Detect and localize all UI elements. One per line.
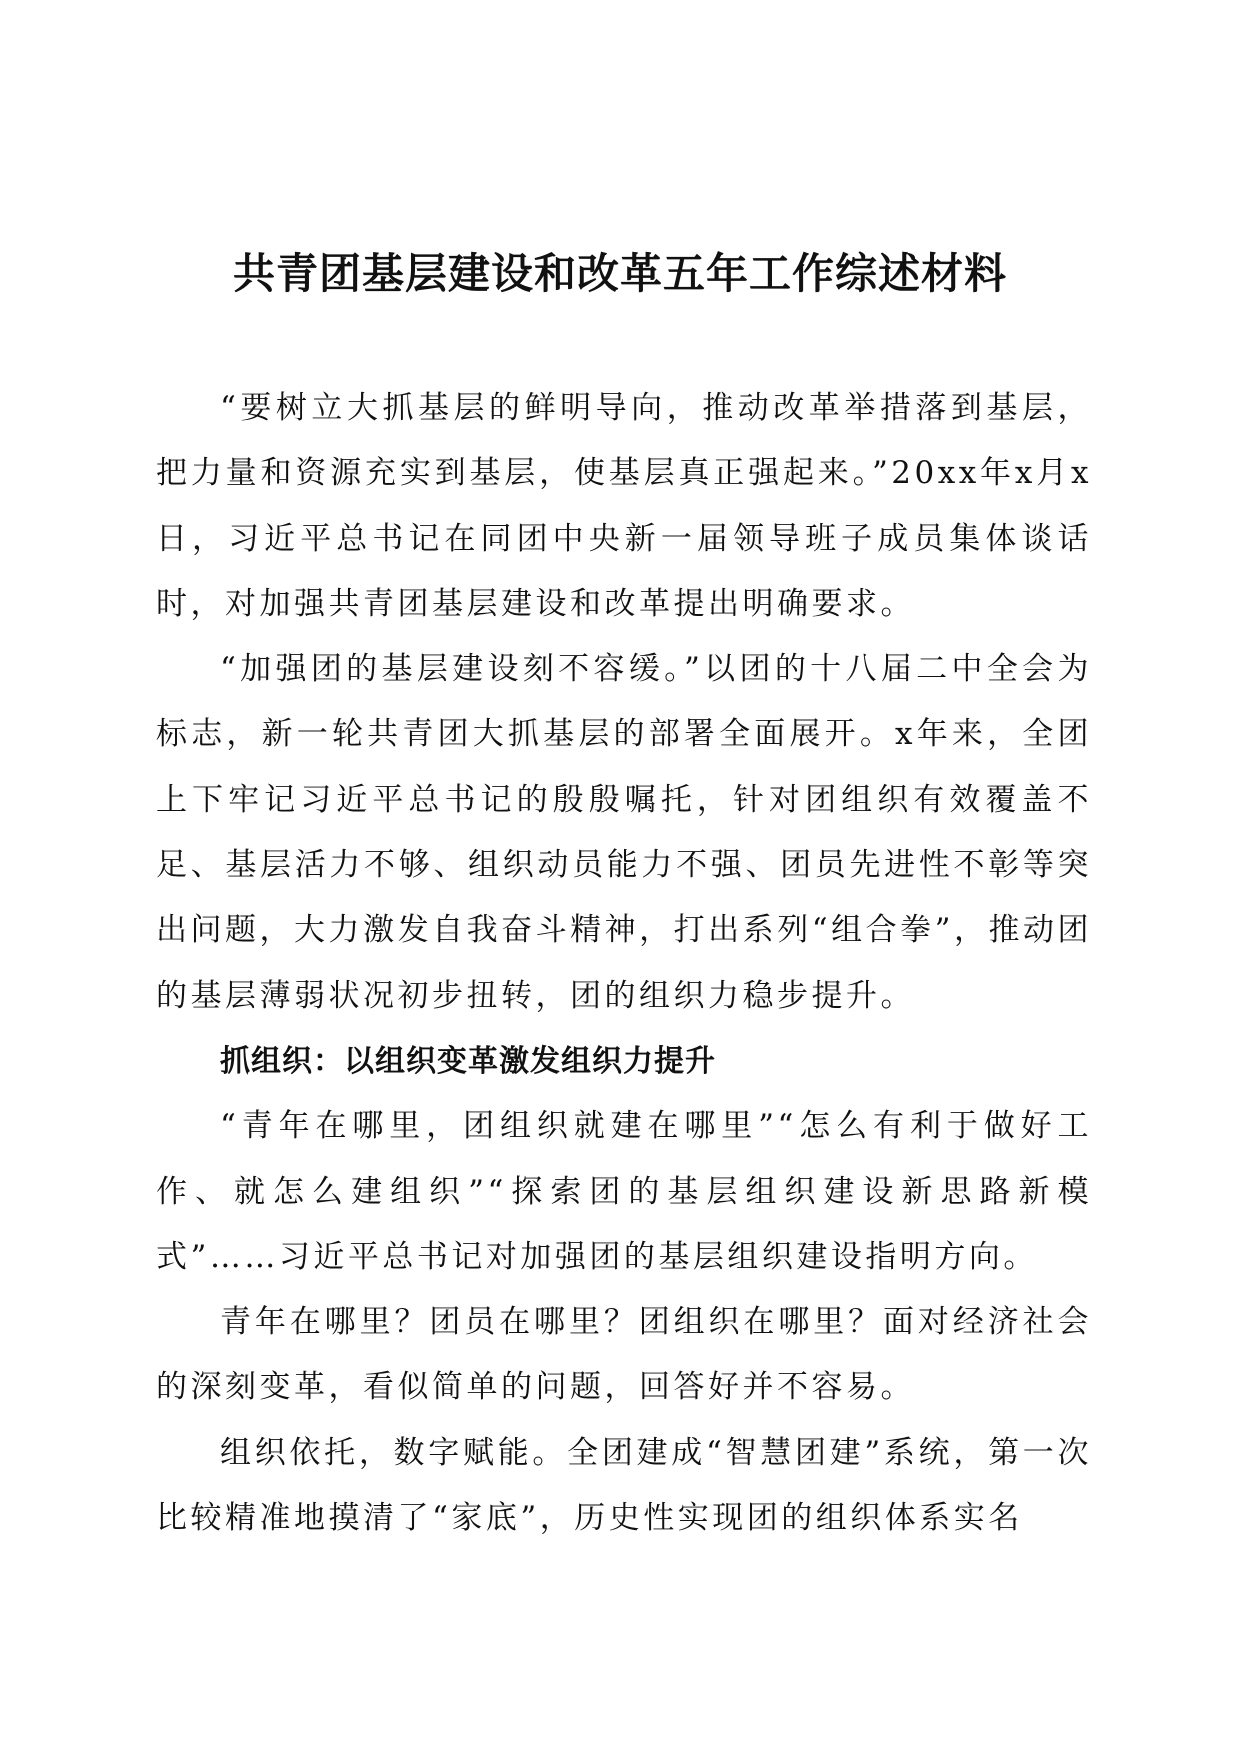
document-body: [156, 376, 1092, 1551]
body-paragraph: “加强团的基层建设刻不容缓。”以团的十八届二中全会为标志，新一轮共青团大抓基层的部署全面展开。x年来，全团上下牢记习近平总书记的殷殷嘱托，针对团组织有效覆盖不足、基层活力不够、组织动员能力不强、团员先进性不彰等突出问题，大力激发自我奋斗精神，打出系列“组合拳”，推动团的基层薄弱状况初步扭转，团的组织力稳步提升。: [156, 651, 1092, 1014]
document-title: 共青团基层建设和改革五年工作综述材料: [232, 249, 1007, 298]
body-paragraph: 组织依托，数字赋能。全团建成“智慧团建”系统，第一次比较精准地摸清了“家底”，历史性实现团的组织体系实名: [156, 1434, 1092, 1537]
body-paragraph: “要树立大抓基层的鲜明导向，推动改革举措落到基层，把力量和资源充实到基层，使基层真正强起来。”20xx年x月x日，习近平总书记在同团中央新一届领导班子成员集体谈话时，对加强共青团基层建设和改革提出明确要求。: [156, 390, 1092, 622]
section-heading: 抓组织：以组织变革激发组织力提升: [220, 1043, 716, 1079]
body-paragraph: 青年在哪里？团员在哪里？团组织在哪里？面对经济社会的深刻变革，看似简单的问题，回答好并不容易。: [156, 1304, 1092, 1406]
body-paragraph: “青年在哪里，团组织就建在哪里”“怎么有利于做好工作、就怎么建组织”“探索团的基层组织建设新思路新模式”……习近平总书记对加强团的基层组织建设指明方向。: [156, 1108, 1092, 1275]
